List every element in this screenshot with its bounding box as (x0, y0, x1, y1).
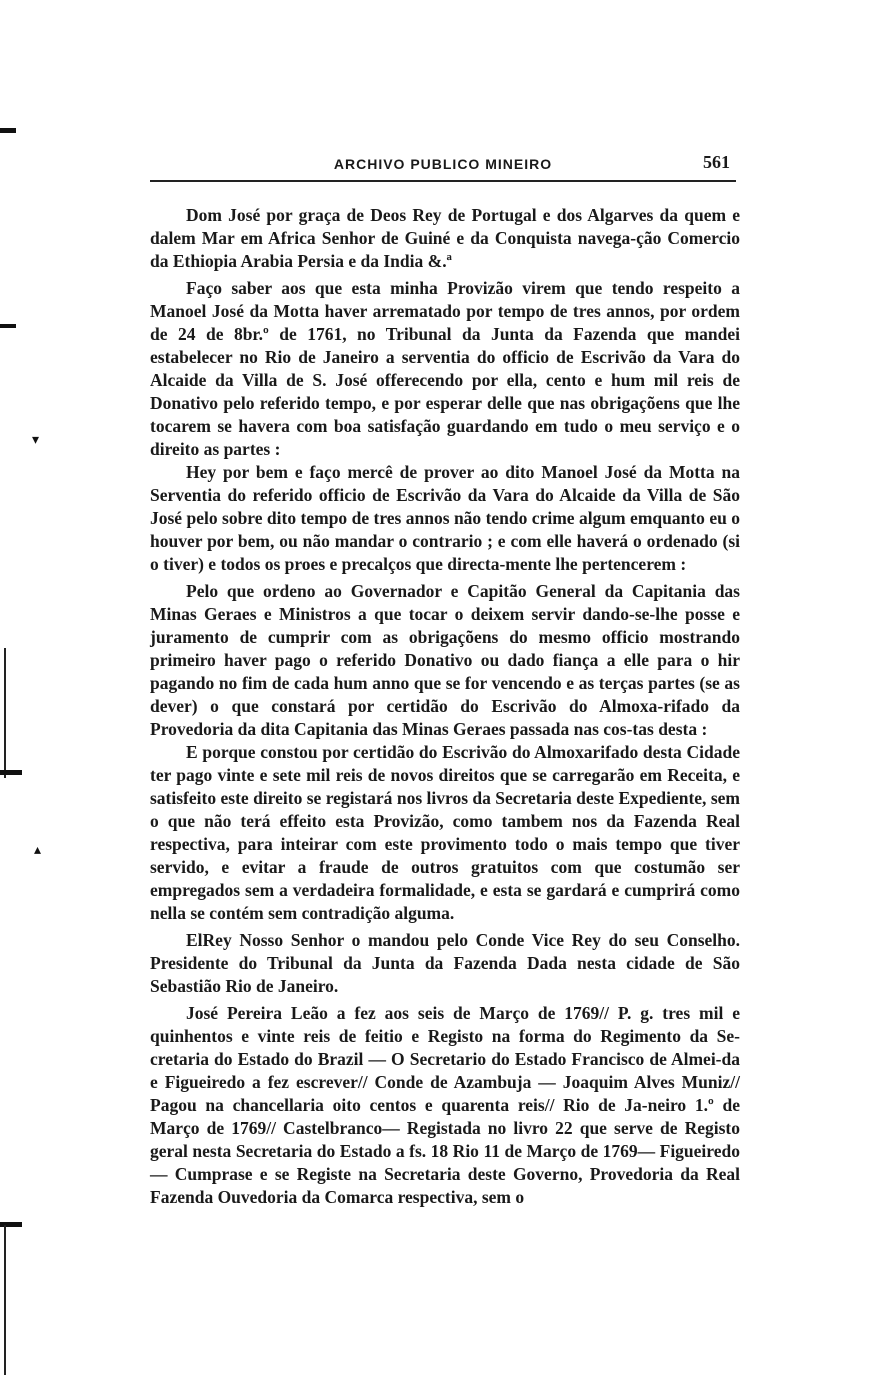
margin-arrow-icon: ▾ (32, 433, 40, 448)
paragraph-registration: José Pereira Leão a fez aos seis de Março de 1769// P. g. tres mil e quinhentos e vinte reis de feitio e Registo na forma do Regimento da Se-cretaria do Estado do Brazil — O Secretario do Estado Francisco de Almei-da e Figueiredo a fez escrever// Conde de Azambuja — Joaquim Alves Muniz// Pagou na chancellaria oito centos e quarenta reis// Rio de Ja-neiro 1.º de Março de 1769// Castelbranco— Registada no livro 22 que serve de Registo geral nesta Secretaria do Estado a fs. 18 Rio 11 de Março de 1769— Figueiredo— Cumprase e se Registe na Secretaria deste Governo, Provedoria da Real Fazenda Ouvedoria da Comarca respectiva, sem o (150, 1003, 740, 1207)
document-body (150, 204, 740, 1209)
margin-mark (0, 128, 16, 133)
margin-edge-line (4, 648, 6, 778)
margin-mark (0, 324, 16, 328)
paragraph-certification: E porque constou por certidão do Escrivão do Almoxarifado desta Cidade ter pago vinte e sete mil reis de novos direitos que se carregarão em Receita, e satisfeito este direito se registará nos livros da Secretaria deste Expediente, sem o que não terá effeito esta Provizão, como tambem nos da Fazenda Real respectiva, para inteirar com este provimento todo o mais tempo que tiver servido, e evitar a fraude de outros gratuitos com que costumão ser empregados sem a verdadeira formalidade, e esta se gardará e cumprirá como nella se contém sem contradição alguma. (150, 742, 740, 923)
margin-edge-line (4, 1225, 6, 1375)
paragraph-appointment: Hey por bem e faço mercê de prover ao dito Manoel José da Motta na Serventia do referido officio de Escrivão da Vara do Alcaide da Villa de São José pelo sobre dito tempo de tres annos não tendo crime algum emquanto eu o houver por bem, ou não mandar o contrario ; e com elle haverá o ordenado (si o tiver) e todos os proes e precalços que directa-mente lhe pertencerem : (150, 462, 740, 574)
paragraph-salutation: Dom José por graça de Deos Rey de Portugal e dos Algarves da quem e dalem Mar em Africa Senhor de Guiné e da Conquista navega-ção Comercio da Ethiopia Arabia Persia e da India &.ª (150, 205, 740, 271)
paragraph-order: Pelo que ordeno ao Governador e Capitão General da Capitania das Minas Geraes e Ministros a que tocar o deixem servir dando-se-lhe posse e juramento de cumprir com as obrigaçõens do mesmo officio mostrando primeiro haver pago o referido Donativo ou dado fiança a elle para o hir pagando no fim de cada hum anno que se for vencendo e as terças partes (se as dever) o que constará por certidão do Escrivão do Almoxa-rifado da Provedoria da dita Capitania das Minas Geraes passada nas cos-tas desta : (150, 581, 740, 739)
page-number: 561 (703, 152, 730, 172)
paragraph-signature: ElRey Nosso Senhor o mandou pelo Conde Vice Rey do seu Conselho. Presidente do Tribunal da Junta da Fazenda Dada nesta cidade de São Sebastião Rio de Janeiro. (150, 930, 740, 996)
page-header (150, 152, 736, 182)
margin-mark (0, 770, 22, 775)
margin-arrow-icon: ▴ (34, 843, 42, 858)
paragraph-provision: Faço saber aos que esta minha Provizão virem que tendo respeito a Manoel José da Motta haver arrematado por tempo de tres annos, por ordem de 24 de 8br.º de 1761, no Tribunal da Junta da Fazenda que mandei estabelecer no Rio de Janeiro a serventia do officio de Escrivão da Vara do Alcaide da Villa de S. José offerecendo por ella, cento e hum mil reis de Donativo pelo referido tempo, e por esperar delle que nas obrigaçõens que lhe tocarem se havera com boa satisfação guardando em tudo o meu serviço e o direito as partes : (150, 278, 740, 459)
running-title: ARCHIVO PUBLICO MINEIRO (333, 156, 553, 172)
